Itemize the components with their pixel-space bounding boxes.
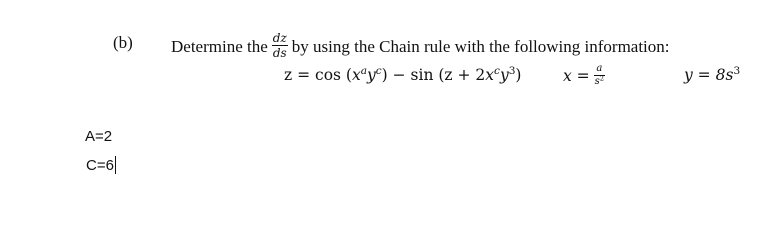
- note-c-text: C=6: [86, 156, 114, 174]
- eq-z-mid: ) − sin (z + 2: [381, 66, 486, 84]
- eq-x-den-exp: 2: [599, 74, 605, 83]
- eq-x-lhs: x =: [563, 66, 590, 85]
- question-line: [171, 33, 670, 60]
- eq-z-end: ): [515, 66, 522, 84]
- eq-x-fraction: [594, 64, 605, 87]
- question-intro: Determine the: [171, 36, 268, 56]
- question-instruction: by using the Chain rule with the following information:: [291, 36, 670, 56]
- eq-z-x2-exp: c: [494, 65, 500, 78]
- eq-y-exp: 3: [733, 65, 741, 78]
- eq-x-den-base: s: [594, 76, 600, 87]
- derivative-denominator: ds: [272, 46, 287, 60]
- eq-z-x: x: [351, 66, 361, 84]
- derivative-fraction: [272, 32, 288, 59]
- eq-x-denominator: [594, 74, 605, 87]
- note-a-value: A=2: [85, 128, 113, 145]
- eq-x-numerator: a: [596, 63, 603, 74]
- equation-y: [684, 66, 740, 84]
- text-cursor: [115, 156, 117, 174]
- eq-y-base: s: [725, 66, 734, 84]
- eq-z-y2-exp: 3: [508, 65, 516, 78]
- part-label: (b): [113, 33, 133, 52]
- eq-z-y-exp: c: [375, 65, 382, 78]
- eq-z-x2: x: [485, 66, 495, 84]
- note-c-value[interactable]: [86, 156, 116, 174]
- eq-z-lhs: z = cos (: [284, 66, 352, 84]
- eq-z-x-exp: a: [360, 65, 367, 78]
- eq-y-lhs: y = 8: [684, 66, 726, 84]
- equation-z: [284, 66, 521, 84]
- derivative-numerator: dz: [272, 31, 287, 45]
- eq-z-y: y: [366, 66, 376, 84]
- eq-z-y2: y: [499, 66, 509, 84]
- equation-x: [563, 64, 609, 87]
